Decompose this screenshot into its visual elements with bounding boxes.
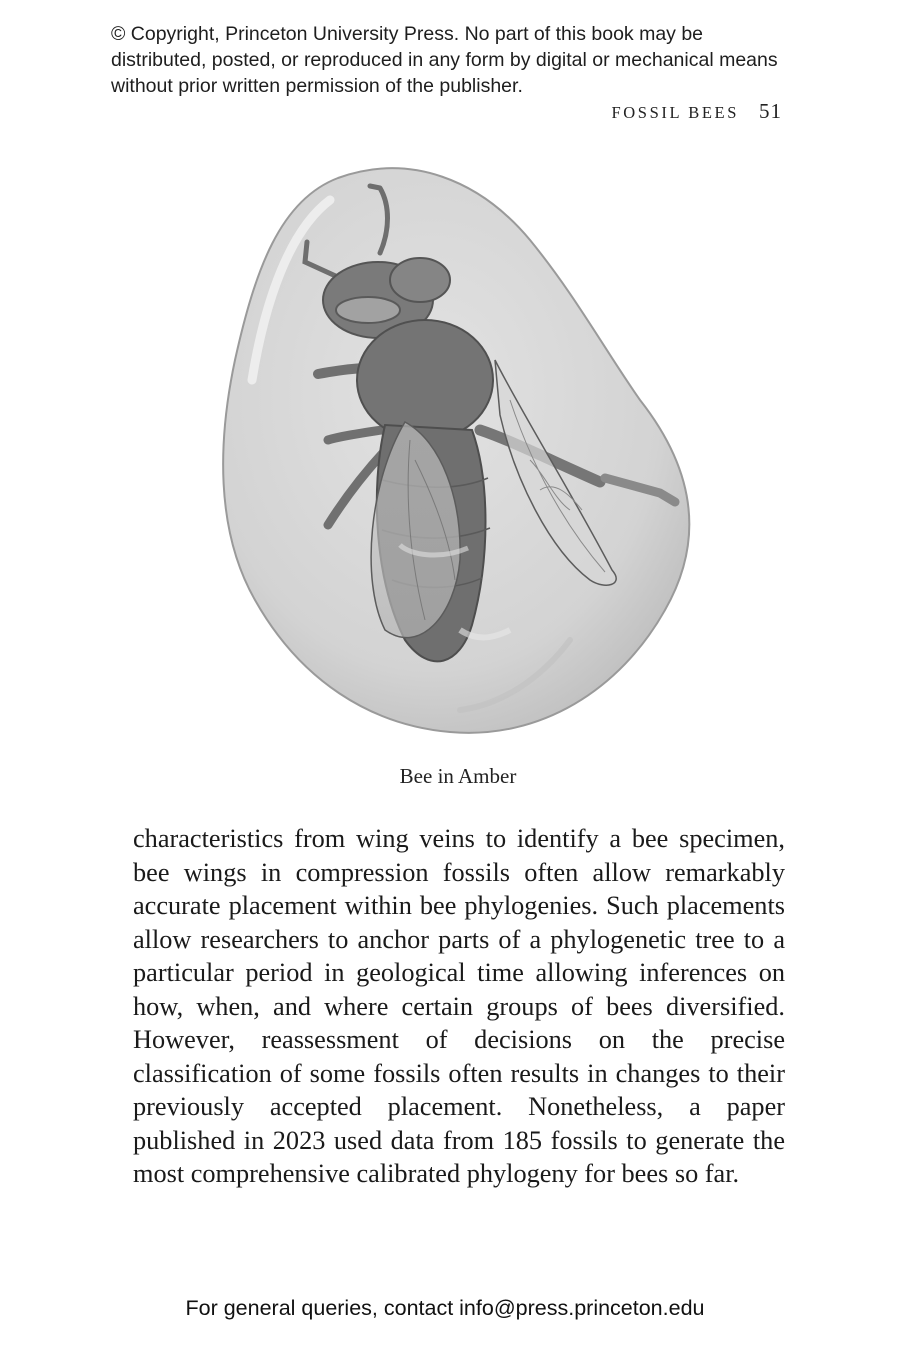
bee-in-amber-figure <box>210 160 700 740</box>
running-head <box>612 99 782 124</box>
page-number: 51 <box>759 99 782 123</box>
bee-in-amber-illustration <box>210 160 700 740</box>
body-paragraph: characteristics from wing veins to identify a bee specimen, bee wings in compression fossils often allow remarkably accurate placement within bee phylogenies. Such placements allow researchers to anchor parts of a phylogenetic tree to a particular period in geological time allowing inferences on how, when, and where certain groups of bees diversified. However, reassessment of decisions on the precise classification of some fossils often results in changes to their previously accepted placement. Nonetheless, a paper published in 2023 used data from 185 fossils to generate the most comprehensive calibrated phylogeny for bees so far. <box>133 824 785 1188</box>
footer-contact: For general queries, contact info@press.princeton.edu <box>185 1296 705 1320</box>
copyright-notice: © Copyright, Princeton University Press. No part of this book may be distributed, posted, or reproduced in any form by digital or mechanical means without prior written permission of the publisher. <box>111 23 778 97</box>
figure-caption: Bee in Amber <box>399 764 517 788</box>
running-head-title: FOSSIL BEES <box>611 103 739 122</box>
